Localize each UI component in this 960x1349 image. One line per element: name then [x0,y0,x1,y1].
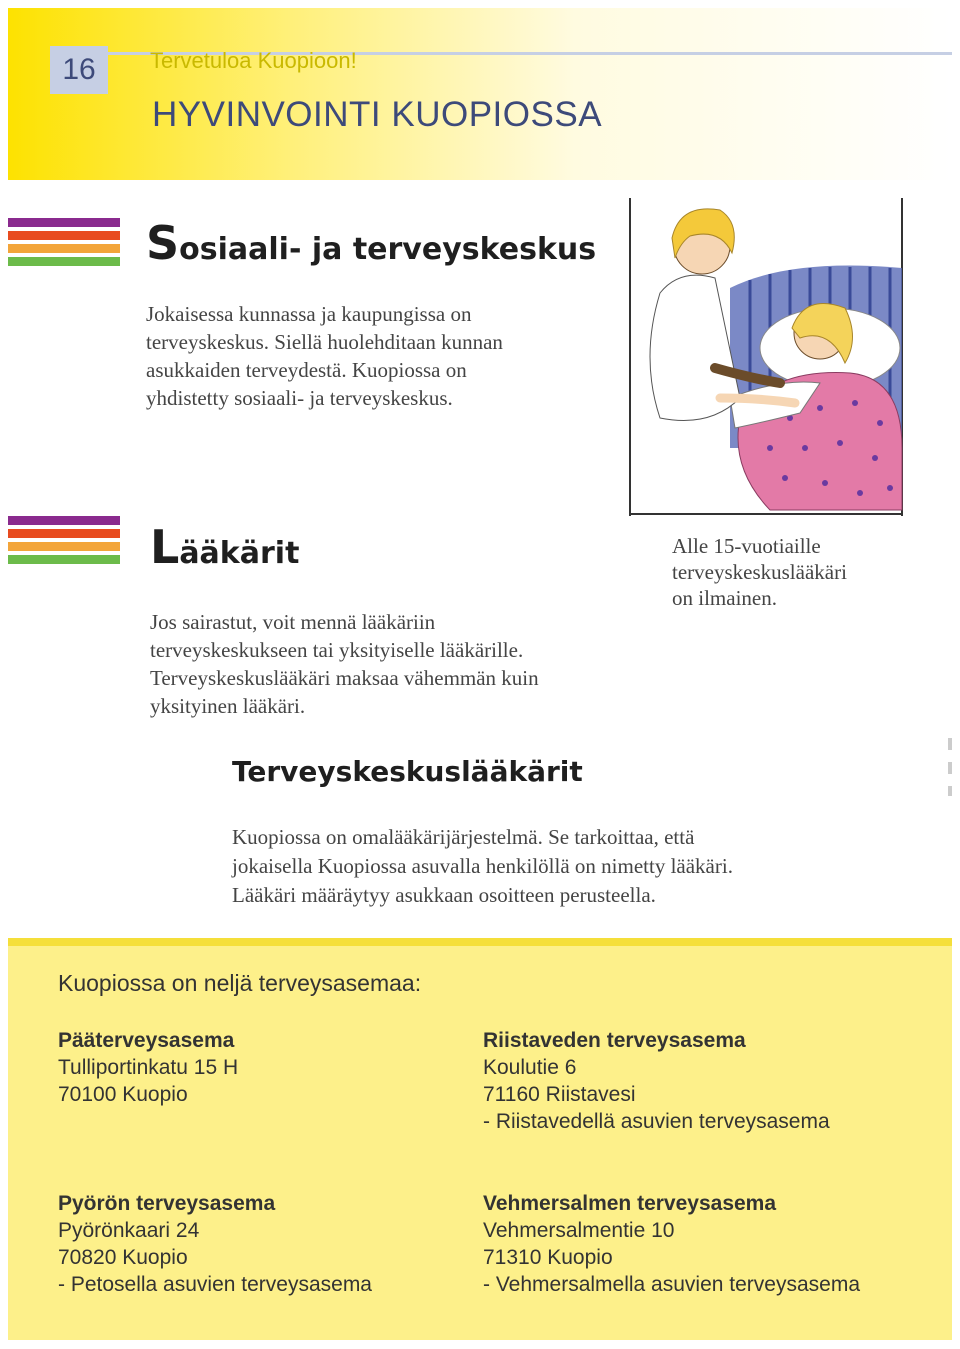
edge-mark [948,786,952,796]
section-text-sosiaali: Jokaisessa kunnassa ja kaupungissa on terveyskeskus. Siellä huolehditaan kunnan asukkaiden terveydestä. Kuopiossa on yhdistetty sosiaali- ja terveyskeskus. [146,302,503,410]
section-text-laakarit: Jos sairastut, voit mennä lääkäriin terveyskeskukseen tai yksityiselle lääkärille. Terveyskeskuslääkäri maksaa vähemmän kuin yksityinen lääkäri. [150,610,539,718]
page-title: HYVINVOINTI KUOPIOSSA [152,95,603,134]
section-title-laakarit: Lääkärit [150,520,300,574]
station-card [483,1027,830,1135]
station-note: - Vehmersalmella asuvien terveysasema [483,1273,860,1296]
station-card [58,1190,372,1298]
station-city: 71310 Kuopio [483,1246,613,1269]
page-number: 16 [50,46,108,94]
edge-mark [948,738,952,750]
station-city: 71160 Riistavesi [483,1083,636,1106]
header-subtitle: Tervetuloa Kuopioon! [150,48,357,73]
doctor-child-illustration [620,198,910,516]
edge-mark [948,762,952,774]
section-stripes-1 [8,218,120,270]
page-header [8,8,952,180]
station-name: Pyörön terveysasema [58,1192,276,1215]
station-city: 70100 Kuopio [58,1083,188,1106]
station-note: - Riistavedellä asuvien terveysasema [483,1110,830,1133]
station-card [58,1027,238,1108]
health-stations-box-border [8,938,952,946]
section-title-terveyskeskuslaakarit: Terveyskeskuslääkärit [232,755,583,788]
station-card [483,1190,860,1298]
station-city: 70820 Kuopio [58,1246,188,1269]
station-note: - Petosella asuvien terveysasema [58,1273,372,1296]
health-stations-intro: Kuopiossa on neljä terveysasemaa: [58,970,422,996]
station-name: Pääterveysasema [58,1029,235,1052]
section-title-sosiaali: Sosiaali- ja terveyskeskus [146,216,597,270]
station-street: Vehmersalmentie 10 [483,1219,675,1242]
section-text-terveyskeskuslaakarit: Kuopiossa on omalääkärijärjestelmä. Se tarkoittaa, että jokaisella Kuopiossa asuvalla henkilöllä on nimetty lääkäri. Lääkäri määräytyy asukkaan osoitteen perusteella. [232,825,733,907]
side-note: Alle 15-vuotiaille terveyskeskuslääkäri on ilmainen. [672,534,847,610]
station-name: Riistaveden terveysasema [483,1029,746,1052]
station-street: Pyörönkaari 24 [58,1219,200,1242]
station-name: Vehmersalmen terveysasema [483,1192,777,1215]
section-stripes-2 [8,516,120,568]
station-street: Tulliportinkatu 15 H [58,1056,239,1079]
station-street: Koulutie 6 [483,1056,577,1079]
